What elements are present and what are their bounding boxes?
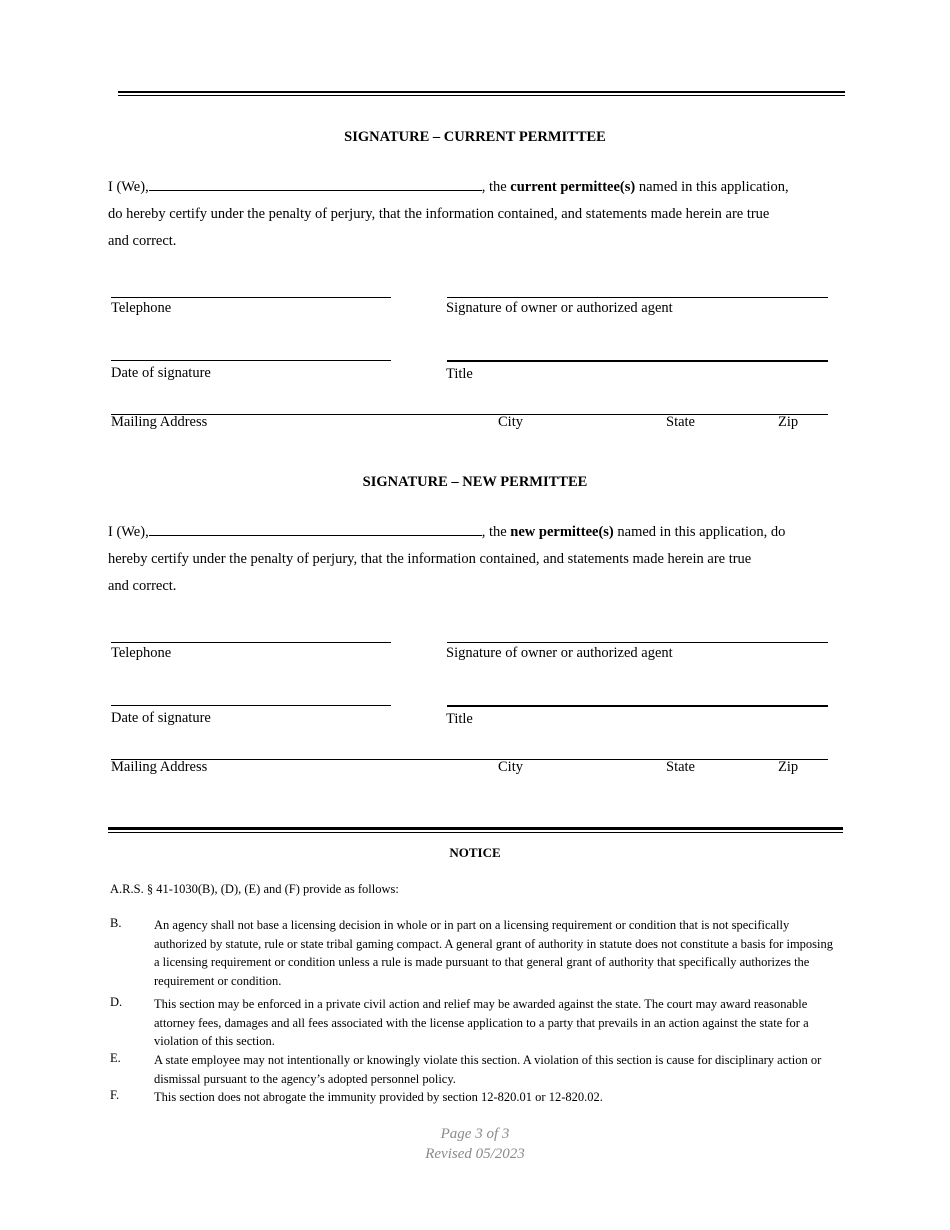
- notice-title: NOTICE: [449, 845, 501, 860]
- page-footer: [0, 1125, 950, 1164]
- new-city-label: City: [498, 759, 523, 775]
- intro-prefix: I (We),: [108, 179, 149, 195]
- current-mailing-address-line[interactable]: [111, 414, 828, 415]
- new-permittee-emphasis: new permittee(s): [510, 524, 614, 540]
- current-permittee-emphasis: current permittee(s): [510, 179, 636, 195]
- new-state-label: State: [666, 759, 695, 775]
- notice-item-text-b: An agency shall not base a licensing decision in whole or in part on a licensing requirement or condition that is not specifically authorized by statute, rule or state tribal gaming compact. A general grant of authority in statute does not constitute a basis for imposing a licensing requirement or condition unless a rule is made pursuant to that general grant of authority that specifically authorizes the requirement or condition.: [154, 918, 833, 988]
- new-certification-line-2: hereby certify under the penalty of perjury, that the information contained, and statements made herein are true: [108, 551, 752, 567]
- current-zip-label: Zip: [778, 414, 799, 430]
- current-date-label: Date of signature: [111, 365, 211, 381]
- new-mailing-address-line[interactable]: [111, 759, 828, 760]
- new-title-label: Title: [446, 711, 473, 727]
- current-telephone-label: Telephone: [111, 300, 172, 316]
- current-permittee-heading: SIGNATURE – CURRENT PERMITTEE: [344, 129, 606, 145]
- new-date-label: Date of signature: [111, 710, 211, 726]
- notice-item-letter-d: D.: [110, 995, 123, 1009]
- new-telephone-label: Telephone: [111, 645, 172, 661]
- current-signature-label: Signature of owner or authorized agent: [446, 300, 673, 316]
- new-signature-label: Signature of owner or authorized agent: [446, 645, 673, 661]
- new-signature-line[interactable]: [447, 642, 828, 643]
- current-certification-line-1: [108, 174, 828, 201]
- current-title-label: Title: [446, 366, 473, 382]
- top-double-rule: [118, 91, 845, 96]
- current-permittee-certification: [108, 174, 828, 255]
- new-permittee-heading: SIGNATURE – NEW PERMITTEE: [362, 474, 588, 490]
- page-number: Page 3 of 3: [440, 1126, 510, 1142]
- new-permittee-name-blank[interactable]: [149, 521, 482, 536]
- notice-item-text-e: A state employee may not intentionally or knowingly violate this section. A violation of this section is cause for disciplinary action or dismissal pursuant to the agency’s adopted personnel policy.: [154, 1053, 822, 1086]
- new-date-line[interactable]: [111, 705, 391, 706]
- current-certification-line-3: and correct.: [108, 233, 177, 249]
- intro-rest: named in this application, do: [613, 524, 786, 540]
- current-permittee-name-blank[interactable]: [149, 176, 482, 191]
- notice-intro: A.R.S. § 41-1030(B), (D), (E) and (F) provide as follows:: [110, 882, 399, 896]
- new-title-line[interactable]: [447, 705, 828, 707]
- intro-rest: named in this application,: [635, 179, 789, 195]
- intro-the: , the: [481, 179, 511, 195]
- new-zip-label: Zip: [778, 759, 799, 775]
- notice-item-text-f: This section does not abrogate the immunity provided by section 12-820.01 or 12-820.02.: [154, 1090, 603, 1104]
- new-mailing-address-label: Mailing Address: [111, 759, 208, 775]
- current-state-label: State: [666, 414, 695, 430]
- current-city-label: City: [498, 414, 523, 430]
- intro-prefix: I (We),: [108, 524, 149, 540]
- current-telephone-line[interactable]: [111, 297, 391, 298]
- current-signature-line[interactable]: [447, 297, 828, 298]
- notice-item-letter-e: E.: [110, 1051, 121, 1065]
- current-date-line[interactable]: [111, 360, 391, 361]
- notice-item-letter-f: F.: [110, 1088, 120, 1102]
- notice-item-letter-b: B.: [110, 916, 122, 930]
- new-permittee-certification: [108, 519, 828, 600]
- revision-date: Revised 05/2023: [425, 1145, 525, 1162]
- new-certification-line-1: [108, 519, 828, 546]
- intro-the: , the: [481, 524, 511, 540]
- notice-double-rule: [108, 827, 843, 833]
- new-telephone-line[interactable]: [111, 642, 391, 643]
- new-certification-line-3: and correct.: [108, 578, 177, 594]
- current-title-line[interactable]: [447, 360, 828, 362]
- notice-item-text-d: This section may be enforced in a private civil action and relief may be awarded against the state. The court may award reasonable attorney fees, damages and all fees associated with the license application to a party that prevails in an action against the state for a violation of this section.: [154, 997, 809, 1048]
- current-mailing-address-label: Mailing Address: [111, 414, 208, 430]
- current-certification-line-2: do hereby certify under the penalty of perjury, that the information contained, and statements made herein are true: [108, 206, 770, 222]
